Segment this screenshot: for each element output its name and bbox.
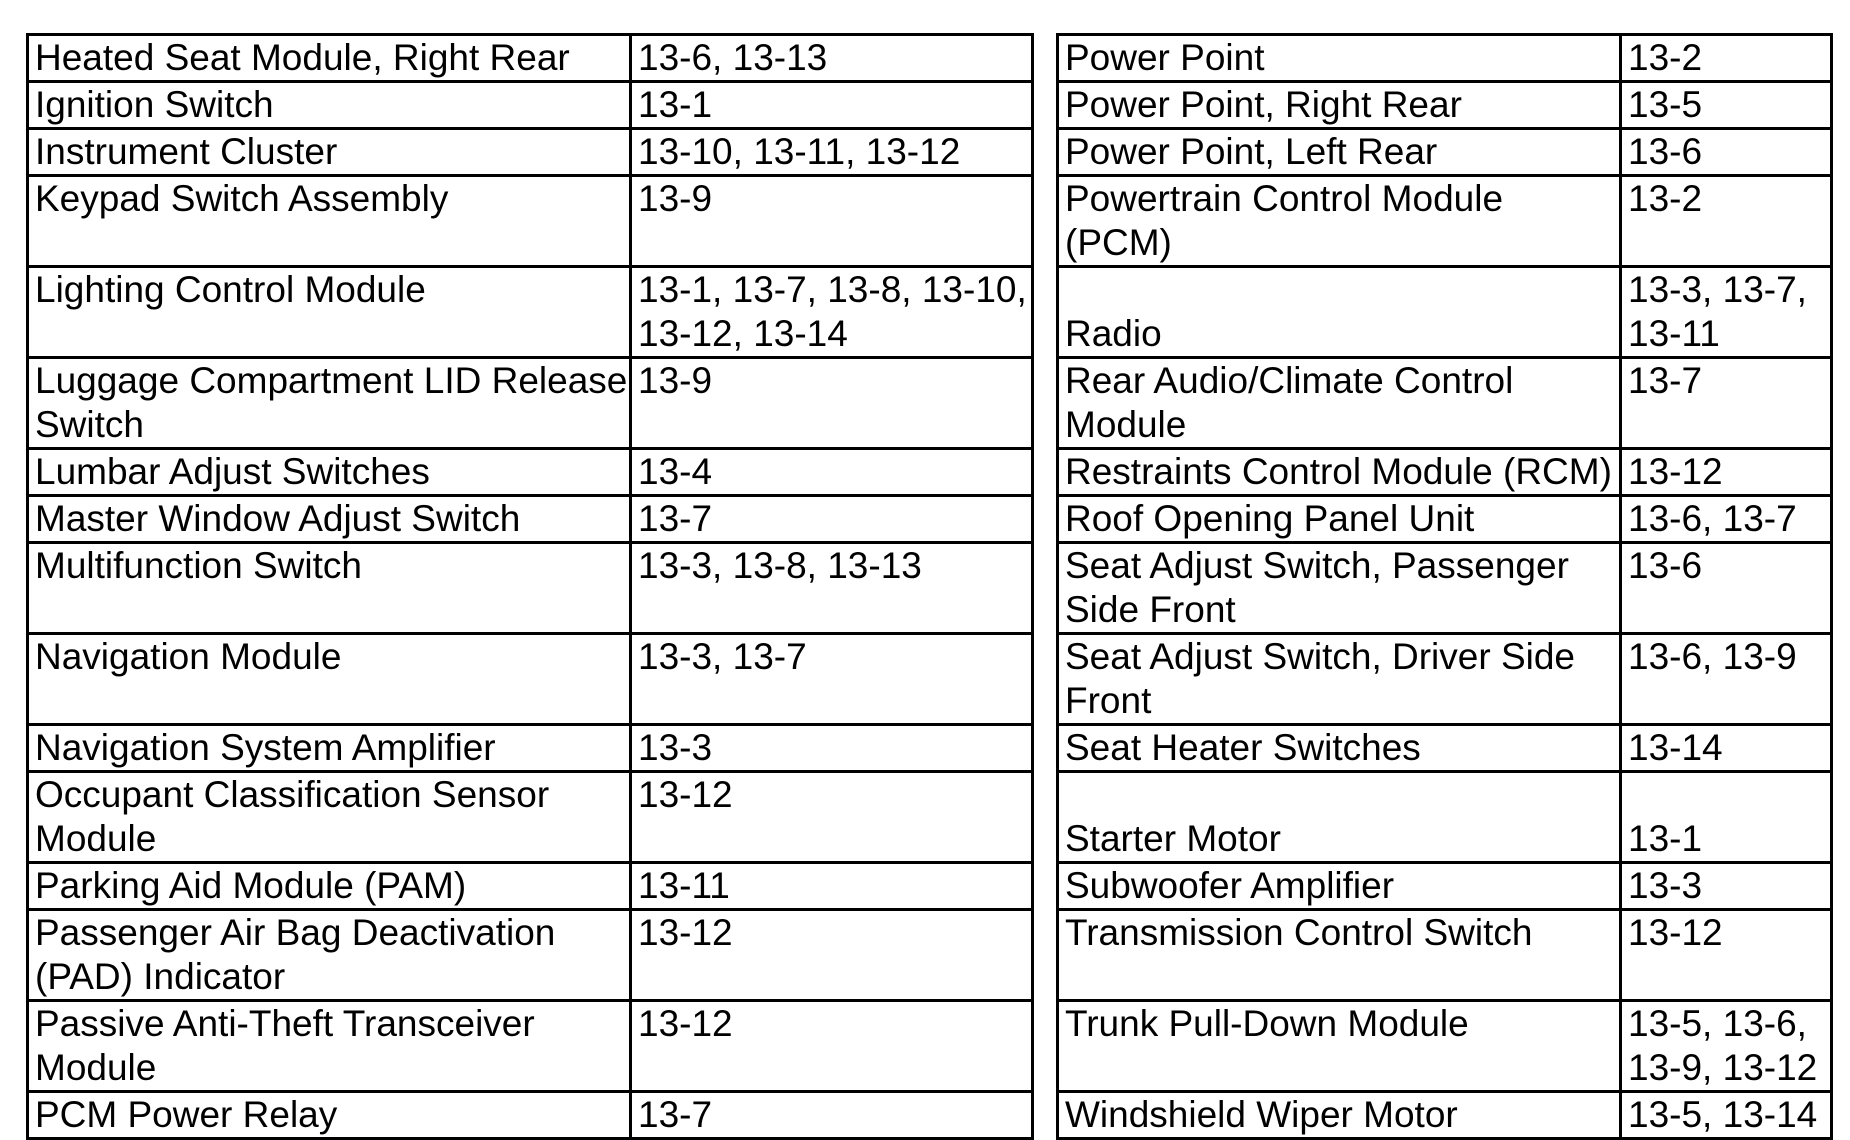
table-row [28, 176, 1832, 267]
page-reference: 13-12 [631, 910, 1033, 1001]
page-reference: 13-7 [631, 1092, 1033, 1139]
page-reference: 13-1 [1621, 772, 1832, 863]
component-name: Passenger Air Bag Deactivation (PAD) Indicator [28, 910, 631, 1001]
page-reference: 13-12 [1621, 449, 1832, 496]
page-reference: 13-7 [1621, 358, 1832, 449]
page-reference: 13-6, 13-13 [631, 35, 1033, 82]
page-reference: 13-9 [631, 176, 1033, 267]
page-reference: 13-1 [631, 82, 1033, 129]
component-name: Parking Aid Module (PAM) [28, 863, 631, 910]
component-name: Master Window Adjust Switch [28, 496, 631, 543]
page-reference: 13-2 [1621, 176, 1832, 267]
table-row [28, 543, 1832, 634]
column-divider [1033, 35, 1058, 1139]
component-name: Starter Motor [1058, 772, 1621, 863]
table-row [28, 449, 1832, 496]
component-name: Transmission Control Switch [1058, 910, 1621, 1001]
component-name: Luggage Compartment LID Release Switch [28, 358, 631, 449]
page-reference: 13-5 [1621, 82, 1832, 129]
component-name: Seat Adjust Switch, Driver Side Front [1058, 634, 1621, 725]
page-reference: 13-6 [1621, 543, 1832, 634]
table-row [28, 358, 1832, 449]
component-name: Navigation System Amplifier [28, 725, 631, 772]
component-name: Ignition Switch [28, 82, 631, 129]
table-row [28, 772, 1832, 863]
component-name: Restraints Control Module (RCM) [1058, 449, 1621, 496]
table-row [28, 129, 1832, 176]
component-name: Lighting Control Module [28, 267, 631, 358]
component-index-table [26, 33, 1833, 1140]
table-row [28, 1001, 1832, 1092]
component-name: Occupant Classification Sensor Module [28, 772, 631, 863]
page-reference: 13-3, 13-7, 13-11 [1621, 267, 1832, 358]
page-reference: 13-9 [631, 358, 1033, 449]
component-name: Power Point, Right Rear [1058, 82, 1621, 129]
component-name: Radio [1058, 267, 1621, 358]
component-name: Seat Heater Switches [1058, 725, 1621, 772]
page-reference: 13-10, 13-11, 13-12 [631, 129, 1033, 176]
component-name: Roof Opening Panel Unit [1058, 496, 1621, 543]
page-reference: 13-6, 13-7 [1621, 496, 1832, 543]
page-reference: 13-12 [1621, 910, 1832, 1001]
page-reference: 13-5, 13-6, 13-9, 13-12 [1621, 1001, 1832, 1092]
page-reference: 13-6 [1621, 129, 1832, 176]
component-name: Keypad Switch Assembly [28, 176, 631, 267]
table-row [28, 267, 1832, 358]
page-reference: 13-5, 13-14 [1621, 1092, 1832, 1139]
component-name: Power Point [1058, 35, 1621, 82]
component-name: Powertrain Control Module (PCM) [1058, 176, 1621, 267]
table-row [28, 634, 1832, 725]
page-reference: 13-3, 13-7 [631, 634, 1033, 725]
component-name: Passive Anti-Theft Transceiver Module [28, 1001, 631, 1092]
page-reference: 13-12 [631, 1001, 1033, 1092]
page-reference: 13-7 [631, 496, 1033, 543]
component-name: Subwoofer Amplifier [1058, 863, 1621, 910]
page-reference: 13-3 [1621, 863, 1832, 910]
table-row [28, 82, 1832, 129]
page-reference: 13-12 [631, 772, 1033, 863]
page-reference: 13-3, 13-8, 13-13 [631, 543, 1033, 634]
component-name: Navigation Module [28, 634, 631, 725]
table-row [28, 910, 1832, 1001]
table-row [28, 1092, 1832, 1139]
component-name: Rear Audio/Climate Control Module [1058, 358, 1621, 449]
table-row [28, 496, 1832, 543]
table-row [28, 863, 1832, 910]
table-row [28, 35, 1832, 82]
page-reference: 13-1, 13-7, 13-8, 13-10, 13-12, 13-14 [631, 267, 1033, 358]
component-name: Lumbar Adjust Switches [28, 449, 631, 496]
table-row [28, 725, 1832, 772]
page-reference: 13-3 [631, 725, 1033, 772]
page-reference: 13-4 [631, 449, 1033, 496]
component-name: Seat Adjust Switch, Passenger Side Front [1058, 543, 1621, 634]
page-reference: 13-2 [1621, 35, 1832, 82]
page-reference: 13-6, 13-9 [1621, 634, 1832, 725]
component-name: PCM Power Relay [28, 1092, 631, 1139]
component-name: Trunk Pull-Down Module [1058, 1001, 1621, 1092]
component-name: Windshield Wiper Motor [1058, 1092, 1621, 1139]
page-reference: 13-14 [1621, 725, 1832, 772]
component-name: Instrument Cluster [28, 129, 631, 176]
component-name: Heated Seat Module, Right Rear [28, 35, 631, 82]
component-name: Power Point, Left Rear [1058, 129, 1621, 176]
component-name: Multifunction Switch [28, 543, 631, 634]
page-reference: 13-11 [631, 863, 1033, 910]
